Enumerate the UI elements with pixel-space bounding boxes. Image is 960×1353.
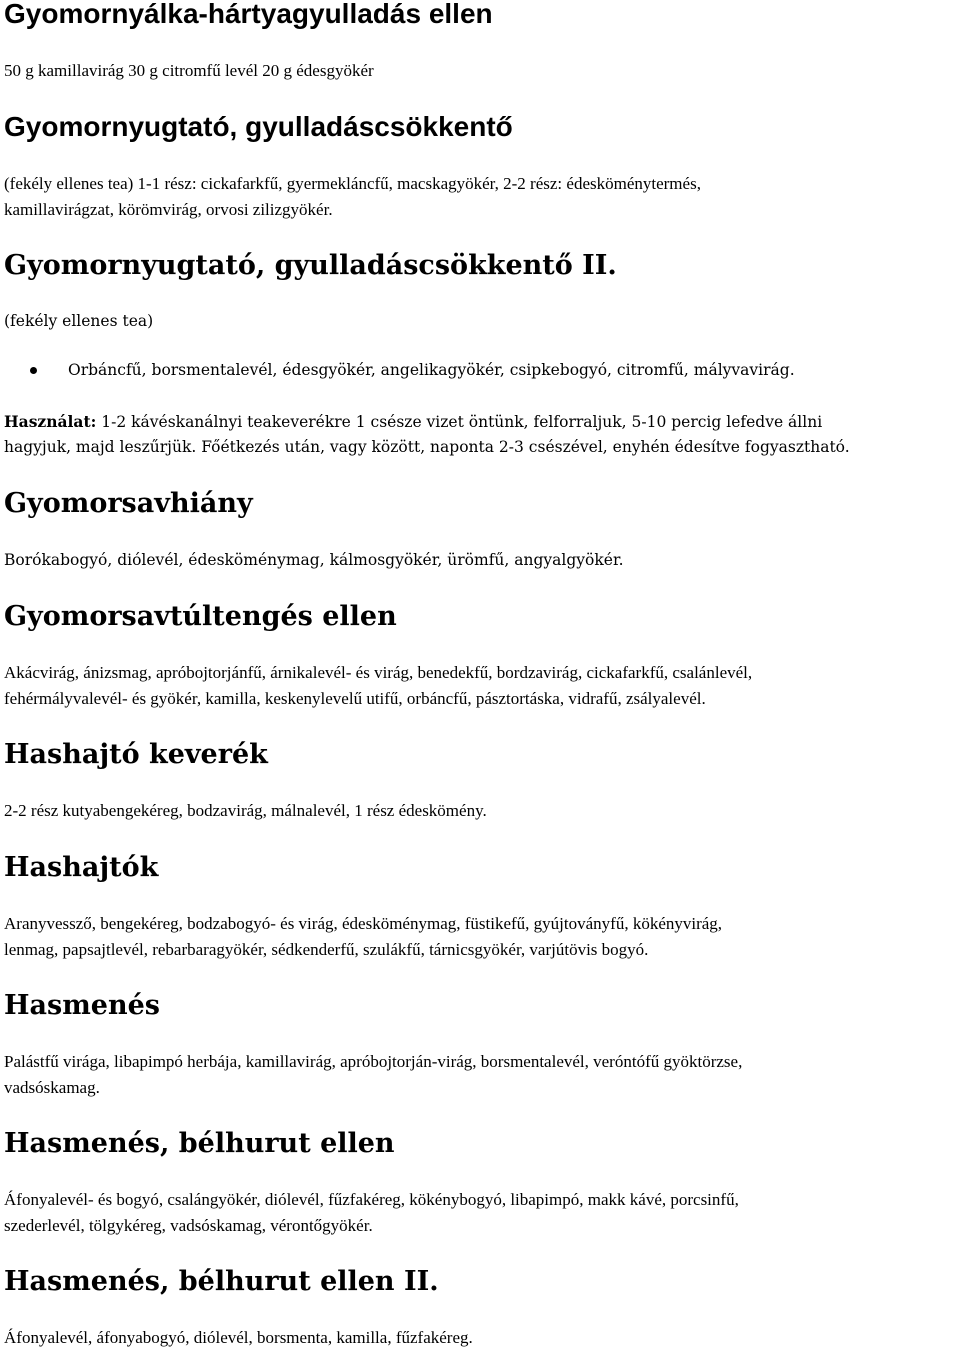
heading-gyomornyugtato: Gyomornyugtató, gyulladáscsökkentő: [4, 111, 513, 142]
paragraph-hasmenes-line2: vadsóskamag.: [4, 1078, 100, 1097]
paragraph-usage-line2: hagyjuk, majd leszűrjük. Főétkezés után, vagy között, naponta 2-3 csészével, enyhén édesítve fogyasztható.: [4, 438, 850, 456]
paragraph-gyomornyugtato-line1: (fekély ellenes tea) 1-1 rész: cickafarkfű, gyermekláncfű, macskagyökér, 2-2 rész: édesköménytermés,: [4, 174, 701, 193]
paragraph-gyomornyalka: 50 g kamillavirág 30 g citromfű levél 20 g édesgyökér: [4, 61, 374, 80]
heading-gyomorsavtultenges: Gyomorsavtúltengés ellen: [4, 601, 397, 632]
heading-hashajto-keverek: Hashajtó keverék: [4, 739, 268, 770]
usage-text: 1-2 kávéskanálnyi teakeverékre 1 csésze vizet öntünk, felforraljuk, 5-10 percig lefedve állni: [96, 413, 823, 431]
heading-hasmenes-belhurut-ii: Hasmenés, bélhurut ellen II.: [4, 1266, 439, 1297]
bullet-dot: [30, 367, 37, 374]
list-item-ingredients: Orbáncfű, borsmentalevél, édesgyökér, angelikagyökér, csipkebogyó, citromfű, mályvavirág.: [68, 361, 795, 379]
paragraph-hashajto-keverek: 2-2 rész kutyabengekéreg, bodzavirág, málnalevél, 1 rész édeskömény.: [4, 801, 487, 820]
paragraph-hasmenes-belhurut-line1: Áfonyalevél- és bogyó, csalángyökér, diólevél, fűzfakéreg, kökénybogyó, libapimpó, makk kávé, porcsinfű,: [4, 1190, 739, 1209]
paragraph-gyomorsavhiany: Borókabogyó, diólevél, édesköménymag, kálmosgyökér, ürömfű, angyalgyökér.: [4, 551, 624, 569]
paragraph-fekely-ellenes-tea: (fekély ellenes tea): [4, 312, 154, 330]
paragraph-gyomorsavtultenges-line1: Akácvirág, ánizsmag, apróbojtorjánfű, árnikalevél- és virág, benedekfű, bordzavirág, cickafarkfű, csalánlevél,: [4, 663, 753, 682]
paragraph-gyomorsavtultenges-line2: fehérmályvalevél- és gyökér, kamilla, keskenylevelű utifű, orbáncfű, pásztortáska, vidrafű, zsályalevél.: [4, 689, 706, 708]
heading-gyomorsavhiany: Gyomorsavhiány: [4, 488, 253, 519]
heading-gyomornyugtato-ii: Gyomornyugtató, gyulladáscsökkentő II.: [4, 250, 617, 281]
paragraph-hasmenes-line1: Palástfű virága, libapimpó herbája, kamillavirág, apróbojtorján-virág, borsmentalevél, veróntófű gyöktörzse,: [4, 1052, 743, 1071]
heading-hasmenes: Hasmenés: [4, 990, 160, 1021]
usage-label: Használat:: [4, 412, 97, 431]
heading-hashajtok: Hashajtók: [4, 852, 159, 883]
paragraph-hashajtok-line2: lenmag, papsajtlevél, rebarbaragyökér, sédkenderfű, szulákfű, tárnicsgyökér, varjútövis bogyó.: [4, 940, 649, 959]
paragraph-hasmenes-belhurut-ii: Áfonyalevél, áfonyabogyó, diólevél, borsmenta, kamilla, fűzfakéreg.: [4, 1328, 473, 1347]
paragraph-usage-line1: [4, 410, 822, 434]
paragraph-hasmenes-belhurut-line2: szederlevél, tölgykéreg, vadsóskamag, vérontőgyökér.: [4, 1216, 373, 1235]
paragraph-gyomornyugtato-line2: kamillavirágzat, körömvirág, orvosi zilizgyökér.: [4, 200, 333, 219]
paragraph-hashajtok-line1: Aranyvessző, bengekéreg, bodzabogyó- és virág, édesköménymag, füstikefű, gyújtoványfű, kökényvirág,: [4, 914, 723, 933]
heading-hasmenes-belhurut: Hasmenés, bélhurut ellen: [4, 1128, 395, 1159]
heading-gyomornyalka: Gyomornyálka-hártyagyulladás ellen: [4, 0, 493, 29]
